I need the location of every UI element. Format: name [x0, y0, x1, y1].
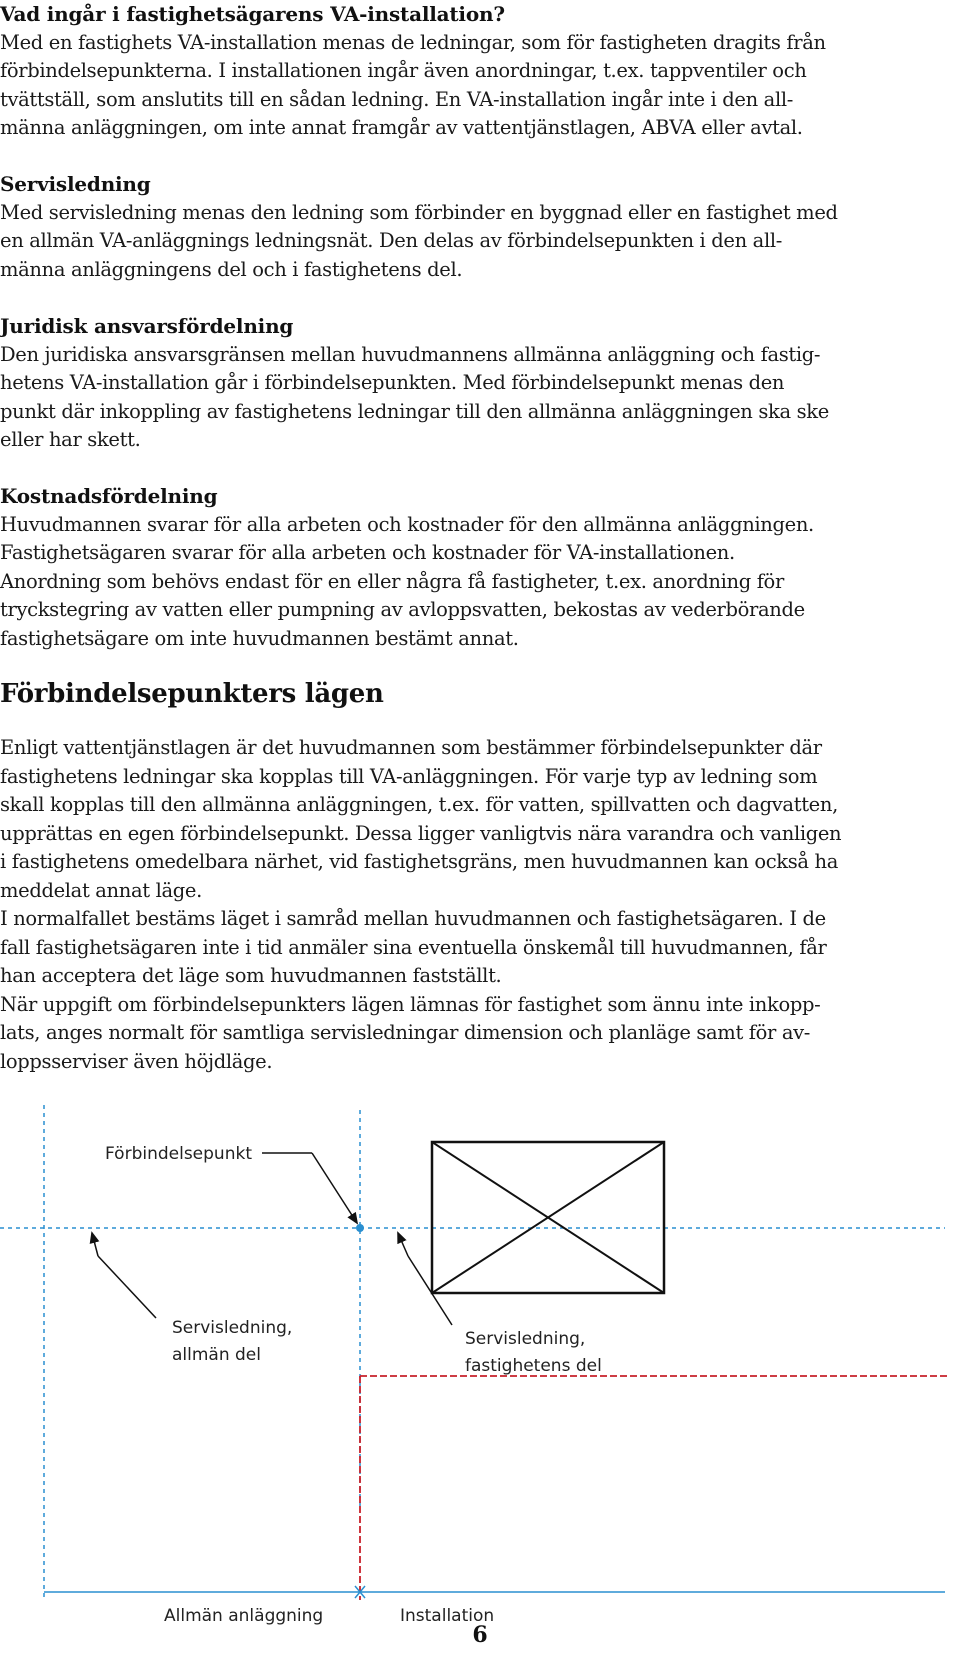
paragraph-line: männa anläggningen, om inte annat framgår av vattentjänstlagen, ABVA eller avtal.: [0, 116, 803, 139]
paragraph-line: loppsserviser även höjdläge.: [0, 1049, 273, 1073]
paragraph-line: hetens VA-installation går i förbindelsepunkten. Med förbindelsepunkt menas den: [0, 371, 785, 394]
paragraph-line: Med en fastighets VA-installation menas de ledningar, som för fastigheten dragits från: [0, 30, 826, 54]
paragraph-line: När uppgift om förbindelsepunkters lägen lämnas för fastighet som ännu inte inkopp-: [0, 992, 821, 1016]
label-servis-fastighet-1: Servisledning,: [465, 1329, 586, 1349]
connection-point-icon: [356, 1224, 364, 1232]
paragraph-line: i fastighetens omedelbara närhet, vid fastighetsgräns, men huvudmannen kan också ha: [0, 850, 839, 873]
paragraph-line: lats, anges normalt för samtliga servisledningar dimension och planläge samt för av-: [0, 1021, 811, 1044]
paragraph-line: Anordning som behövs endast för en eller några få fastigheter, t.ex. anordning för: [0, 569, 784, 593]
leader-line: [98, 1256, 156, 1318]
paragraph-line: fastighetens ledningar ska kopplas till VA-anläggningen. För varje typ av ledning som: [0, 764, 818, 788]
paragraph-line: eller har skett.: [0, 428, 141, 451]
leader-arrow: [398, 1233, 408, 1256]
paragraph-line: tryckstegring av vatten eller pumpning av avloppsvatten, bekostas av vederbörande: [0, 598, 805, 621]
paragraph-line: Huvudmannen svarar för alla arbeten och kostnader för den allmänna anläggningen.: [0, 512, 814, 536]
paragraph-line: fastighetsägare om inte huvudmannen bestämt annat.: [0, 626, 519, 650]
label-installation: Installation: [400, 1606, 495, 1626]
paragraph-line: punkt där inkoppling av fastighetens ledningar till den allmänna anläggningen ska ske: [0, 399, 829, 423]
section-servisledning: [0, 170, 955, 284]
paragraph-line: männa anläggningens del och i fastighetens del.: [0, 257, 463, 281]
paragraph-line: fall fastighetsägaren inte i tid anmäler sina eventuella önskemål till huvudmannen, får: [0, 935, 827, 959]
paragraph-line: upprättas en egen förbindelsepunkt. Dessa ligger vanligtvis nära varandra och vanligen: [0, 821, 842, 845]
paragraph-line: I normalfallet bestäms läget i samråd mellan huvudmannen och fastighetsägaren. I de: [0, 907, 826, 930]
paragraph-line: meddelat annat läge.: [0, 878, 202, 902]
paragraph-line: förbindelsepunkterna. I installationen ingår även anordningar, t.ex. tappventiler och: [0, 59, 807, 82]
section-heading: Vad ingår i fastighetsägarens VA-installation?: [0, 2, 505, 26]
leader-line: [408, 1256, 452, 1325]
leader-arrow: [312, 1153, 357, 1223]
label-allman-anlaggning: Allmän anläggning: [164, 1606, 324, 1626]
label-forbindelsepunkt: Förbindelsepunkt: [105, 1144, 252, 1164]
paragraph-line: en allmän VA-anläggnings ledningsnät. Den delas av förbindelsepunkten i den all-: [0, 229, 782, 252]
label-servis-fastighet-2: fastighetens del: [465, 1356, 602, 1376]
section-heading: Juridisk ansvarsfördelning: [0, 314, 294, 338]
leader-arrow: [92, 1233, 98, 1256]
diagram-svg: [0, 1090, 960, 1626]
section-kostnad: [0, 482, 955, 653]
section-lagen: [0, 677, 955, 1076]
section-juridisk: [0, 312, 955, 455]
paragraph-line: Fastighetsägaren svarar för alla arbeten och kostnader för VA-installationen.: [0, 541, 735, 564]
section-va-installation: [0, 0, 955, 143]
page-number: 6: [472, 1622, 488, 1648]
label-servis-allman-1: Servisledning,: [172, 1318, 293, 1338]
label-servis-allman-2: allmän del: [172, 1345, 261, 1365]
paragraph-line: skall kopplas till den allmänna anläggningen, t.ex. för vatten, spillvatten och dagvatten,: [0, 793, 838, 816]
section-heading: Kostnadsfördelning: [0, 484, 218, 508]
section-heading: Servisledning: [0, 172, 151, 196]
paragraph-line: han acceptera det läge som huvudmannen fastställt.: [0, 964, 502, 987]
paragraph-line: Den juridiska ansvarsgränsen mellan huvudmannens allmänna anläggning och fastig-: [0, 342, 821, 366]
section-heading-large: Förbindelsepunkters lägen: [0, 679, 384, 709]
service-line-diagram: [0, 1090, 960, 1626]
paragraph-line: tvättställ, som anslutits till en sådan ledning. En VA-installation ingår inte i den all-: [0, 87, 793, 111]
paragraph-line: Med servisledning menas den ledning som förbinder en byggnad eller en fastighet med: [0, 200, 838, 224]
paragraph-line: Enligt vattentjänstlagen är det huvudmannen som bestämmer förbindelsepunkter där: [0, 736, 822, 759]
